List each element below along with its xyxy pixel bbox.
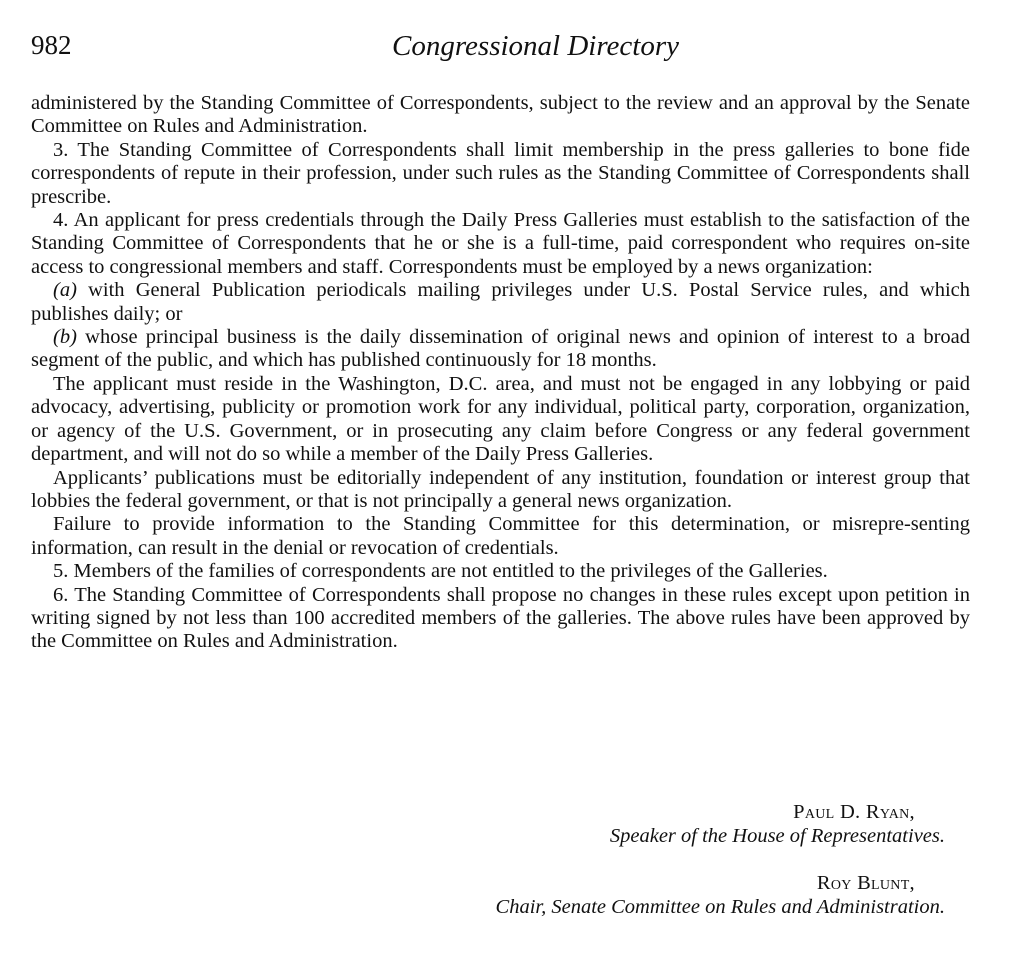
paragraph-text: administered by the Standing Committee of Correspondents, subject to the review and an approval by the Senate Committee on Rules and Administration. xyxy=(31,92,970,138)
paragraph xyxy=(31,513,970,560)
paragraph xyxy=(31,467,970,514)
signatory-title: Speaker of the House of Representatives. xyxy=(609,825,945,847)
list-marker: (a) xyxy=(53,279,77,302)
paragraph-text: Failure to provide information to the Standing Committee for this determination, or misrepre-senting information, can result in the denial or revocation of credentials. xyxy=(31,513,970,559)
paragraph-text: 5. Members of the families of correspondents are not entitled to the privileges of the Galleries. xyxy=(53,560,828,583)
paragraph-text: 6. The Standing Committee of Correspondents shall propose no changes in these rules except upon petition in writing signed by not less than 100 accredited members of the galleries. The above rules have been approved by the Committee on Rules and Administration. xyxy=(31,583,970,653)
paragraph xyxy=(31,584,970,654)
paragraph-text: Applicants’ publications must be editorially independent of any institution, foundation or interest group that lobbies the federal government, or that is not principally a general news organization. xyxy=(31,466,970,512)
running-title: Congressional Directory xyxy=(391,30,680,62)
signatory-name: Paul D. Ryan, xyxy=(793,801,915,823)
body-text xyxy=(31,92,970,654)
paragraph xyxy=(31,92,970,139)
signatory-name: Roy Blunt, xyxy=(816,872,915,894)
paragraph xyxy=(31,373,970,467)
paragraph-text: 3. The Standing Committee of Correspondents shall limit membership in the press galleries to bone fide correspondents of repute in their profession, under such rules as the Standing Committee of Correspondents shall prescribe. xyxy=(31,138,970,208)
paragraph xyxy=(31,209,970,279)
paragraph xyxy=(31,560,970,583)
paragraph xyxy=(31,326,970,373)
paragraph-text: 4. An applicant for press credentials through the Daily Press Galleries must establish to the satisfaction of the Standing Committee of Correspondents that he or she is a full-time, paid correspondent who requires on-site access to congressional members and staff. Correspondents must be employed by a news organization: xyxy=(31,209,970,278)
list-marker: (b) xyxy=(53,326,77,349)
page-number: 982 xyxy=(31,30,72,60)
paragraph xyxy=(31,279,970,326)
signature-speaker xyxy=(496,800,945,848)
paragraph-text: whose principal business is the daily dissemination of original news and opinion of interest to a broad segment of the public, and which has published continuously for 18 months. xyxy=(31,326,970,372)
paragraph-text: The applicant must reside in the Washington, D.C. area, and must not be engaged in any lobbying or paid advocacy, advertising, publicity or promotion work for any individual, political party, corporation, organization, or agency of the U.S. Government, or in prosecuting any claim before Congress or any federal government department, and will not do so while a member of the Daily Press Galleries. xyxy=(31,372,970,466)
signature-block xyxy=(496,800,945,942)
paragraph xyxy=(31,139,970,209)
page-header xyxy=(31,0,970,100)
signatory-title: Chair, Senate Committee on Rules and Administration. xyxy=(495,896,945,918)
signature-chair xyxy=(496,871,945,919)
paragraph-text: with General Publication periodicals mailing privileges under U.S. Postal Service rules, and which publishes daily; or xyxy=(31,279,970,325)
document-page xyxy=(31,0,970,954)
